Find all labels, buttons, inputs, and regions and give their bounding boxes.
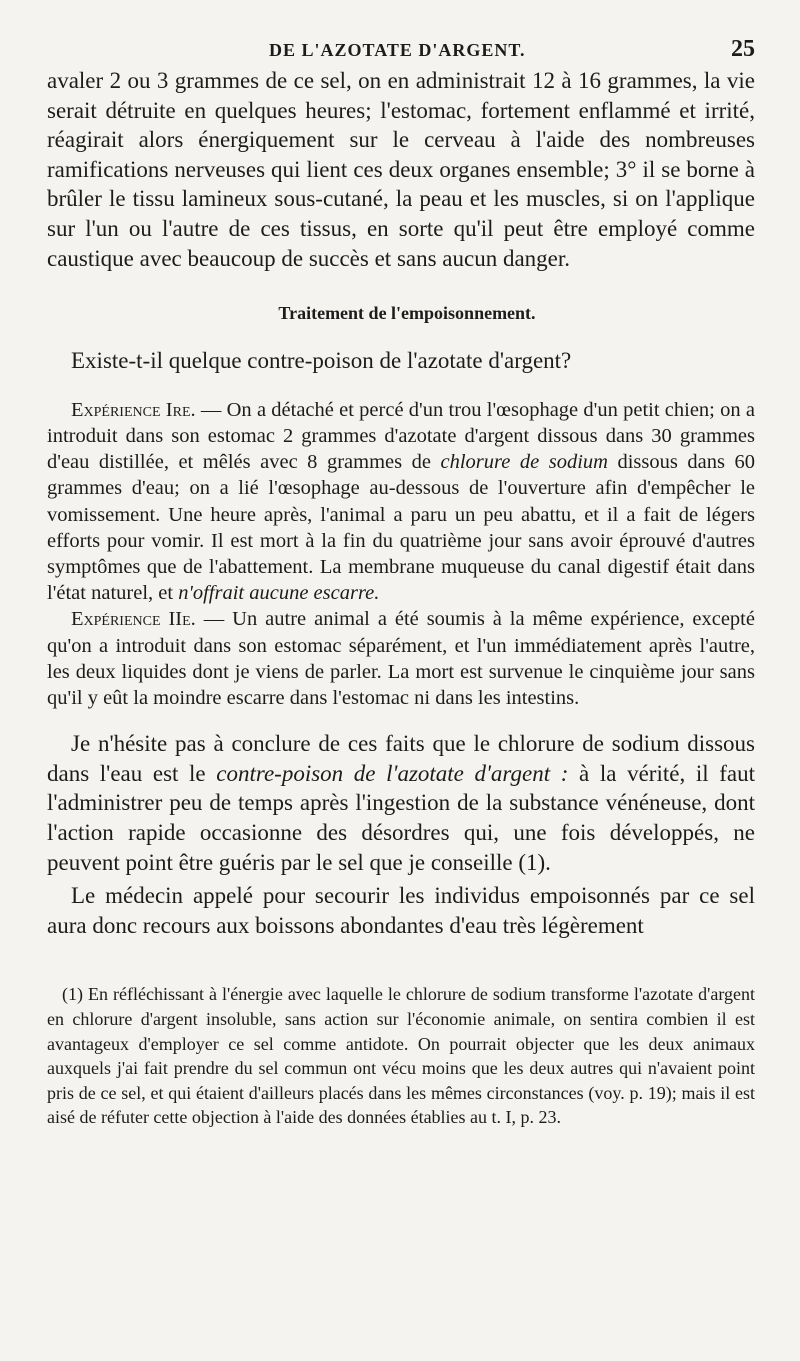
experience-1-italic-b: n'offrait aucune escarre.	[178, 582, 380, 605]
footnote	[47, 982, 755, 1130]
book-page	[47, 30, 755, 1130]
footnote-text: (1) En réfléchissant à l'énergie avec laquelle le chlorure de sodium transforme l'azotate d'argent en chlorure d'argent insoluble, sans action sur l'économie animale, on sentira combien il est avantageux d'employer ce sel comme antidote. On pourrait objecter que les deux animaux auxquels j'ai fait prendre du sel commun ont vécu moins que les deux autres qui n'avaient point pris de ce sel, et qui étaient d'ailleurs placés dans les mêmes circonstances (voy. p. 19); mais il est aisé de réfuter cette objection à l'aide des données établies au t. I, p. 23.	[47, 984, 755, 1128]
experience-1-text-b: dissous dans 60 grammes d'eau; on a lié l'œsophage au-dessous de l'ouverture afin d'empêcher le vomissement. Une heure après, l'animal a paru un peu abattu, et il a fait de légers efforts pour vomir. Il est mort à la fin du quatrième jour sans avoir éprouvé d'autres symptômes que de l'abattement. La membrane muqueuse du canal digestif était dans l'état naturel, et	[47, 451, 755, 605]
treatment-paragraph: Le médecin appelé pour secourir les individus empoisonnés par ce sel aura donc recours aux boissons abondantes d'eau très légèrement	[47, 883, 755, 938]
conclusion-italic: contre-poison de l'azotate d'argent :	[216, 760, 569, 786]
experience-2-label: Expérience IIe.	[71, 608, 196, 631]
experience-1-label: Expérience Ire.	[71, 398, 196, 421]
question-paragraph: Existe-t-il quelque contre-poison de l'azotate d'argent?	[71, 348, 572, 374]
experience-1-text-a: — On a détaché et percé d'un trou l'œsophage d'un petit chien; on a introduit dans son estomac 2 grammes d'azotate d'argent dissous dans 30 grammes d'eau distillée, et mêlés avec 8 grammes de	[47, 398, 755, 474]
experience-1-italic-a: chlorure de sodium	[440, 451, 608, 474]
page-header	[47, 30, 755, 66]
experience-2-paragraph	[47, 606, 755, 711]
section-heading: Traitement de l'empoisonnement.	[278, 303, 536, 324]
running-title: DE L'AZOTATE D'ARGENT.	[269, 40, 526, 60]
experience-1-paragraph	[47, 397, 755, 607]
experience-2-text: — Un autre animal a été soumis à la même expérience, excepté qu'on a introduit dans son estomac séparément, et l'un immédiatement après l'autre, les deux liquides dont je viens de parler. La mort est survenue le cinquième jour sans qu'il y eût la moindre escarre dans l'estomac ni dans les intestins.	[47, 608, 755, 709]
page-number: 25	[731, 36, 755, 62]
conclusion-text-a: Je n'hésite pas à conclure de ces faits que le chlorure de sodium dissous dans l'eau est le	[47, 731, 755, 786]
conclusion-paragraph	[47, 729, 755, 877]
conclusion-text-b: à la vérité, il faut l'administrer peu de temps après l'ingestion de la substance vénéneuse, dont l'action rapide occasionne des désordres qui, une fois développés, ne peuvent point être guéris par le sel que je conseille (1).	[47, 760, 755, 875]
intro-paragraph: avaler 2 ou 3 grammes de ce sel, on en administrait 12 à 16 grammes, la vie serait détruite en quelques heures; l'estomac, fortement enflammé et irrité, réagirait alors énergiquement sur le cerveau à l'aide des nombreuses ramifications nerveuses qui lient ces deux organes ensemble; 3° il se borne à brûler le tissu lamineux sous-cutané, la peau et les muscles, si on l'applique sur l'un ou l'autre de ces tissus, en sorte qu'il peut être employé comme caustique avec beaucoup de succès et sans aucun danger.	[47, 68, 755, 271]
